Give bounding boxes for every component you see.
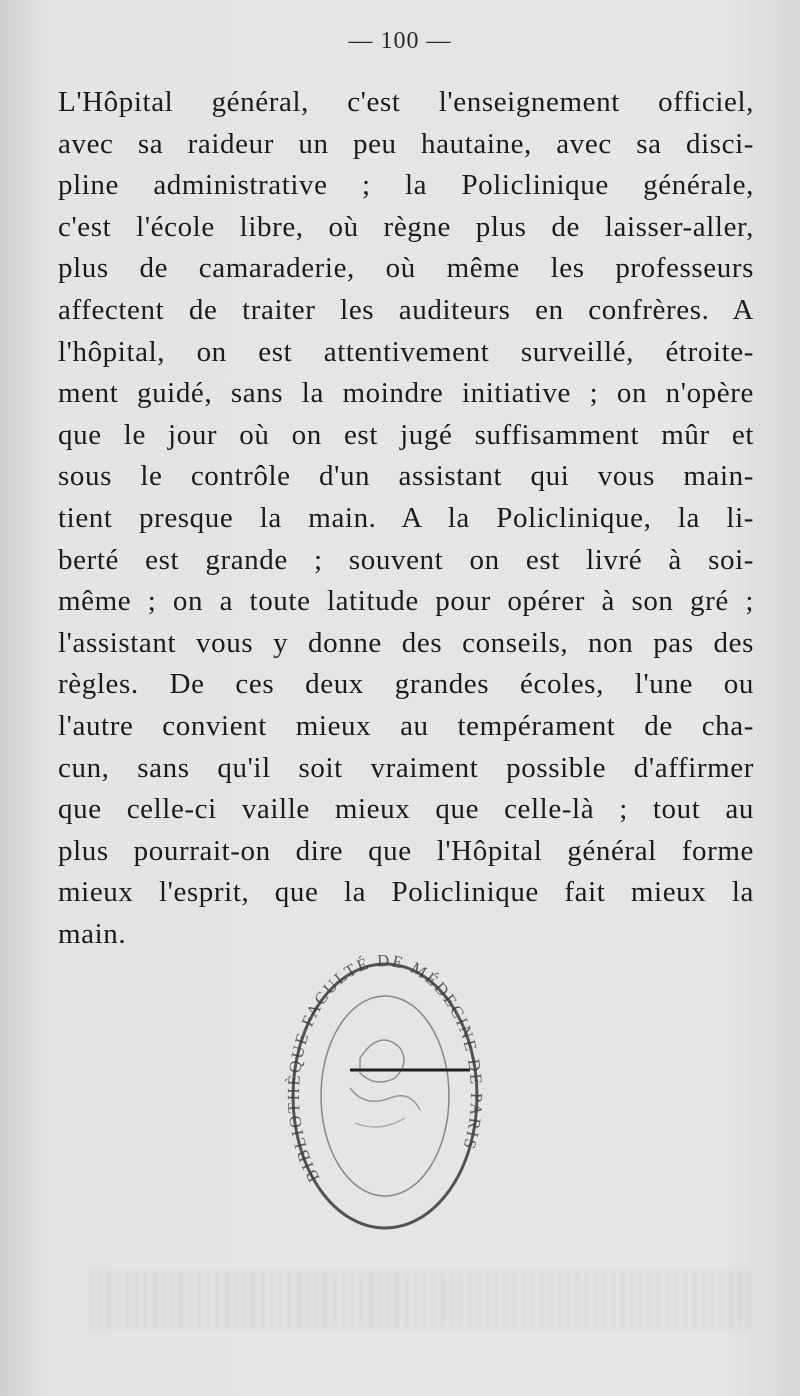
text-line: règles. De ces deux grandes écoles, l'une ou: [58, 668, 754, 701]
text-line: même ; on a toute latitude pour opérer à son gré ;: [58, 585, 754, 618]
bleed-through: [90, 1270, 750, 1330]
text-line: L'Hôpital général, c'est l'enseignement officiel,: [58, 86, 754, 118]
text-line: l'autre convient mieux au tempérament de cha-: [58, 709, 754, 742]
text-line: sous le contrôle d'un assistant qui vous main-: [58, 460, 754, 493]
text-line: ment guidé, sans la moindre initiative ; on n'opère: [58, 377, 754, 410]
text-line: l'assistant vous y donne des conseils, non pas des: [58, 626, 754, 659]
text-line: cun, sans qu'il soit vraiment possible d'affirmer: [58, 751, 754, 784]
body-text: [58, 82, 754, 955]
text-line: que celle-ci vaille mieux que celle-là ; tout au: [58, 793, 754, 826]
text-line: que le jour où on est jugé suffisamment mûr et: [58, 418, 754, 451]
text-line: pline administrative ; la Policlinique générale,: [58, 169, 754, 202]
text-line: affectent de traiter les auditeurs en confrères. A: [58, 293, 754, 326]
stamp-text: BIBLIOTHÈQUE FACULTÉ DE MÉDECINE DE PARIS: [283, 951, 487, 1186]
text-line: plus de camaraderie, où même les professeurs: [58, 252, 754, 285]
text-line: c'est l'école libre, où règne plus de laisser-aller,: [58, 210, 754, 243]
text-line: mieux l'esprit, que la Policlinique fait mieux la: [58, 876, 754, 909]
page-number: — 100 —: [348, 28, 452, 54]
text-line: plus pourrait-on dire que l'Hôpital général forme: [58, 834, 754, 867]
text-line: berté est grande ; souvent on est livré à soi-: [58, 543, 754, 576]
text-line: tient presque la main. A la Policlinique, la li-: [58, 501, 754, 534]
library-stamp: [280, 948, 490, 1238]
text-line: l'hôpital, on est attentivement surveillé, étroite-: [58, 335, 754, 368]
svg-text:BIBLIOTHÈQUE FACULTÉ DE MÉDECI: [284, 951, 486, 1185]
text-line: main.: [58, 917, 127, 950]
text-line: avec sa raideur un peu hautaine, avec sa disci-: [58, 127, 754, 160]
